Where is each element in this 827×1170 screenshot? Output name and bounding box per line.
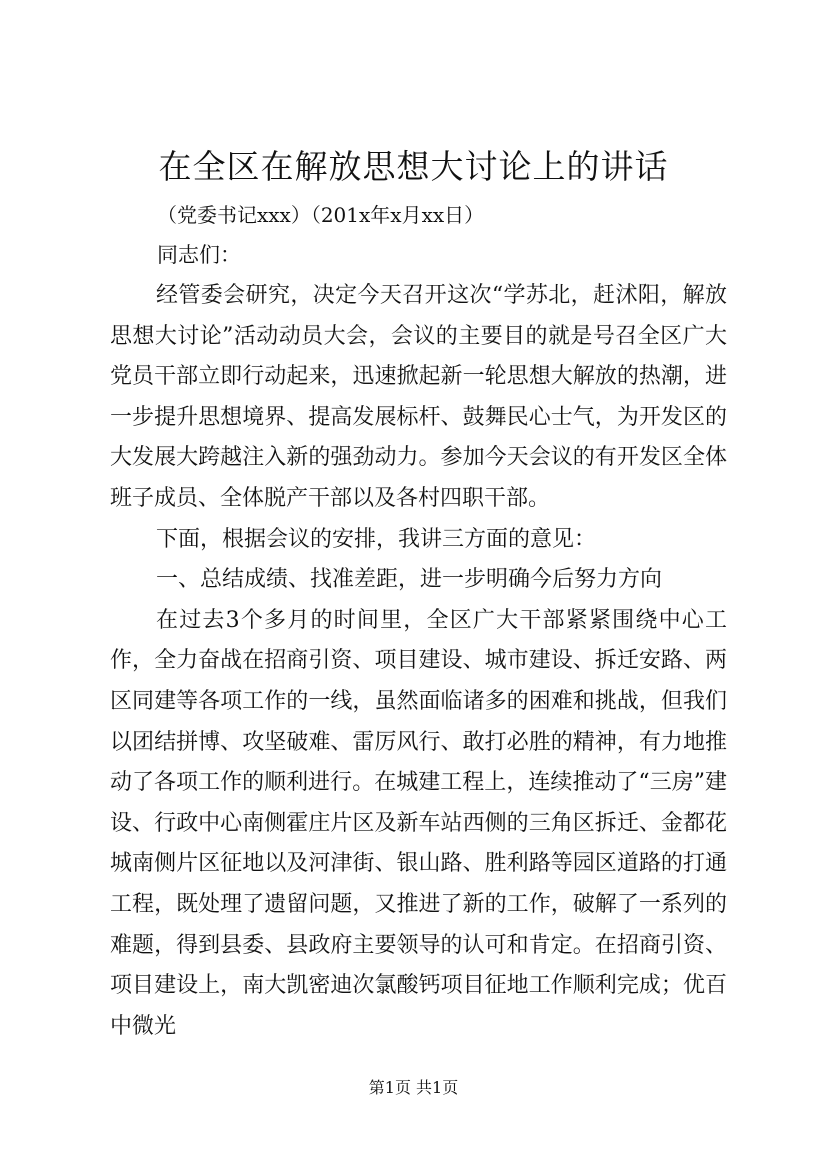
paragraph: 在过去3个多月的时间里，全区广大干部紧紧围绕中心工作，全力奋战在招商引资、项目建设、城市建设、拆迁安路、两区同建等各项工作的一线，虽然面临诸多的困难和挑战，但我们以团结拼博、攻坚破难、雷厉风行、敢打必胜的精神，有力地推动了各项工作的顺利进行。在城建工程上，连续推动了“三房”建设、行政中心南侧霍庄片区及新车站西侧的三角区拆迁、金都花城南侧片区征地以及河津街、银山路、胜利路等园区道路的打通工程，既处理了遗留问题，又推进了新的工作，破解了一系列的难题，得到县委、县政府主要领导的认可和肯定。在招商引资、项目建设上，南大凯密迪次氯酸钙项目征地工作顺利完成；优百中微光: [110, 607, 727, 1039]
paragraph: 下面，根据会议的安排，我讲三方面的意见：: [156, 526, 597, 552]
document-title: 在全区在解放思想大讨论上的讲话: [158, 147, 669, 186]
paragraph: 经管委会研究，决定今天召开这次“学苏北，赶沭阳，解放思想大讨论”活动动员大会，会议的主要目的就是号召全区广大党员干部立即行动起来，迅速掀起新一轮思想大解放的热潮，进一步提升思想境界、提高发展标杆、鼓舞民心士气，为开发区的大发展大跨越注入新的强劲动力。参加今天会议的有开发区全体班子成员、全体脱产干部以及各村四职干部。: [110, 283, 727, 511]
section-heading: 一、总结成绩、找准差距，进一步明确今后努力方向: [156, 567, 663, 593]
salutation: 同志们：: [157, 243, 241, 267]
page-footer: 第1页 共1页: [368, 1078, 459, 1097]
document-subtitle: （党委书记xxx）（201x年x月xx日）: [157, 203, 485, 227]
document-body: [110, 276, 727, 1047]
